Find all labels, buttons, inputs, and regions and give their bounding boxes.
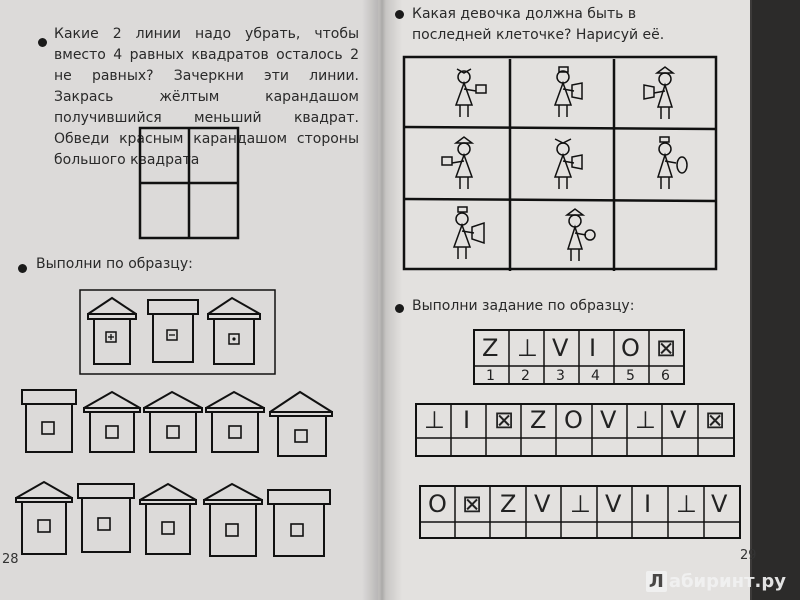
sample-house-plus (88, 298, 136, 364)
code-number: 2 (521, 368, 530, 384)
labirint-watermark (646, 571, 786, 592)
task-bullet (18, 264, 27, 273)
girls-grid (402, 55, 722, 275)
exercise-symbol: I (463, 406, 471, 434)
exercise-symbol: V (670, 406, 687, 434)
watermark-logo-icon: Л (646, 571, 667, 592)
exercise-symbol: O (564, 406, 583, 434)
task-text-girls: Какая девочка должна быть в последней клеточке? Нарисуй её. (412, 6, 665, 43)
code-symbol: I (589, 334, 597, 362)
code-symbol: ⊥ (517, 334, 538, 362)
exercise-symbol: V (711, 490, 728, 518)
exercise-symbol: ⊥ (635, 406, 656, 434)
code-symbol: Z (482, 334, 499, 362)
code-symbol: V (552, 334, 569, 362)
houses-row-1 (20, 388, 360, 458)
code-number: 5 (626, 368, 635, 384)
girl-figure (454, 207, 484, 259)
exercise-symbol: V (605, 490, 622, 518)
exercise-symbol: Z (500, 490, 517, 518)
book-spine (362, 0, 402, 600)
page-number-right: 29 (740, 548, 757, 563)
girl-figure (456, 69, 486, 117)
code-symbol: ⊠ (656, 334, 677, 362)
task-bullet (38, 38, 47, 47)
girl-figure (442, 137, 472, 189)
girl-figure (555, 139, 582, 189)
exercise-symbol: ⊥ (424, 406, 445, 434)
girl-figure (567, 209, 595, 261)
page-number-left: 28 (2, 552, 19, 567)
background-edge (752, 0, 800, 600)
task-bullet (395, 304, 404, 313)
task-text-squares: Какие 2 линии надо убрать, чтобы вместо 4 равных квадратов осталось 2 не равных? Зачеркни эти линии. Закрась жёлтым карандашом получившийся меньший квадрат. Обведи красным карандашом стороны большого квадрата (54, 26, 359, 168)
code-symbol: O (621, 334, 640, 362)
girl-figure (555, 67, 582, 117)
exercise-symbol: V (534, 490, 551, 518)
exercise-symbol: Z (530, 406, 547, 434)
task-text-code: Выполни задание по образцу: (412, 298, 635, 314)
code-number: 6 (661, 368, 670, 384)
exercise-symbol: I (644, 490, 652, 518)
watermark-text: абиринт.ру (668, 571, 786, 592)
exercise-symbol: O (428, 490, 447, 518)
houses-row-2 (14, 478, 354, 568)
exercise-symbol: V (600, 406, 617, 434)
exercise-symbol: ⊥ (676, 490, 697, 518)
pattern-sample-box (80, 290, 280, 380)
girl-figure (644, 67, 673, 119)
task-text-pattern: Выполни по образцу: (36, 256, 193, 272)
sample-house-minus (148, 300, 198, 362)
code-number: 4 (591, 368, 600, 384)
four-squares-figure (140, 128, 240, 243)
sample-house-dot (208, 298, 260, 364)
task-bullet (395, 10, 404, 19)
code-number: 1 (486, 368, 495, 384)
exercise-symbol: ⊠ (494, 406, 515, 434)
code-number: 3 (556, 368, 565, 384)
exercise-symbol: ⊠ (462, 490, 483, 518)
exercise-symbol: ⊥ (570, 490, 591, 518)
girl-figure (658, 137, 687, 189)
exercise-symbol: ⊠ (705, 406, 726, 434)
